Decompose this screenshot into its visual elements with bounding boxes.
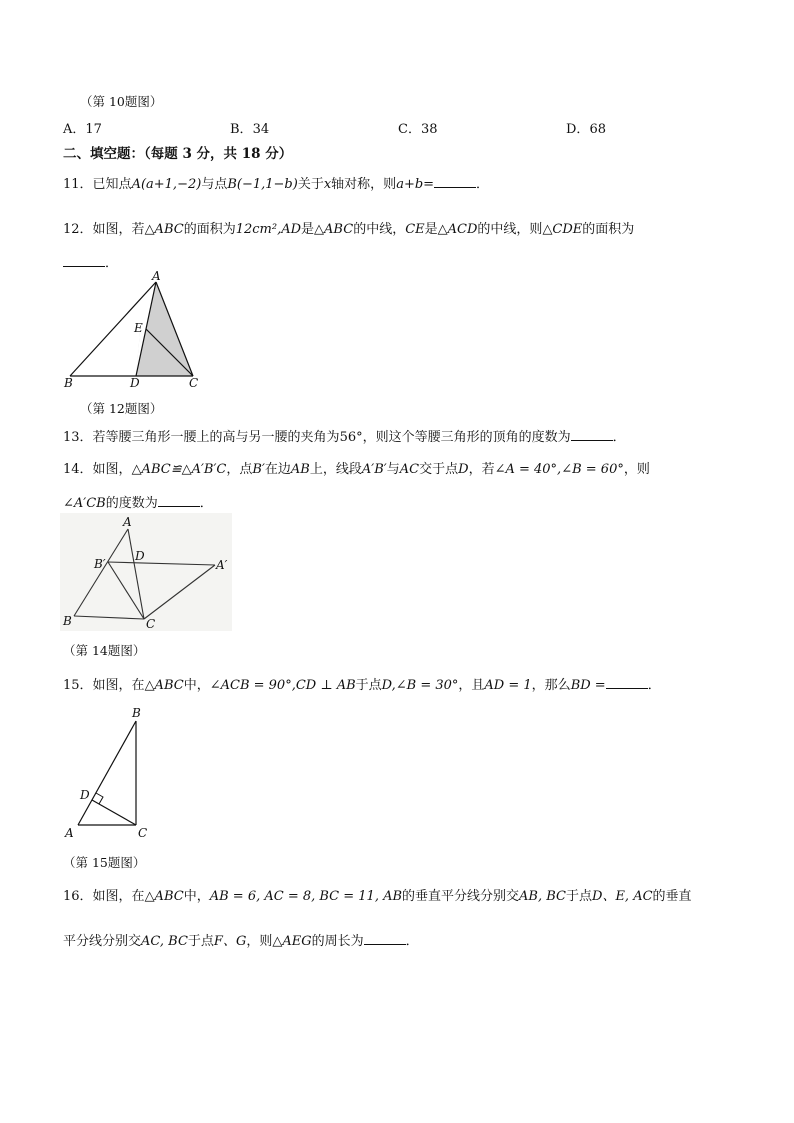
fig14-label-c: C: [146, 617, 156, 631]
question-15: 15．如图，在△ABC中，∠ACB = 90°,CD ⊥ AB于点D,∠B = 30°，且AD = 1，那么BD = ．: [63, 678, 661, 693]
section-title: 二、填空题：（每题 3 分，共 18 分）: [63, 146, 293, 162]
answer-blank-16[interactable]: [364, 932, 406, 945]
fig14-label-d: D: [135, 549, 145, 563]
figure-15: [60, 703, 160, 843]
q10-caption: （第 10题图）: [80, 94, 163, 109]
answer-blank-11[interactable]: [434, 175, 476, 188]
question-14-line2: ∠A′CB的度数为 ．: [63, 496, 213, 511]
question-16: 16．如图，在△ABC中，AB = 6, AC = 8, BC = 11, AB的垂直平分线分别交AB, BC于点D、E, AC的垂直: [63, 889, 692, 904]
fig14-label-bp: B′: [94, 557, 106, 571]
question-12: 12．如图，若△ABC的面积为12cm²,AD是△ABC的中线，CE是△ACD的中线，则△CDE的面积为: [63, 222, 635, 237]
answer-blank-14[interactable]: [158, 494, 200, 507]
fig14-label-a: A: [123, 515, 132, 529]
fig15-side-ab: [78, 721, 136, 825]
question-13: 13．若等腰三角形一腰上的高与另一腰的夹角为56°，则这个等腰三角形的顶角的度数为 ．: [63, 430, 626, 445]
fig15-label-d: D: [80, 788, 90, 802]
answer-blank-15[interactable]: [606, 676, 648, 689]
fig15-label-a: A: [65, 826, 74, 840]
question-12-line2: ．: [63, 252, 118, 271]
q15-caption: （第 15题图）: [63, 855, 146, 870]
fig14-label-b: B: [63, 614, 72, 628]
question-14: 14．如图，△ABC≌△A′B′C，点B′在边AB上，线段A′B′与AC交于点D，若∠A = 40°,∠B = 60°，则: [63, 462, 650, 477]
q10-option-d[interactable]: D．68: [566, 122, 606, 137]
fig14-label-ap: A′: [216, 558, 228, 572]
fig15-label-b: B: [132, 706, 141, 720]
fig12-label-c: C: [189, 376, 199, 390]
fig15-label-c: C: [138, 826, 148, 840]
figure-14: [60, 513, 232, 631]
fig12-label-e: E: [134, 321, 143, 335]
answer-blank-12[interactable]: [63, 254, 105, 267]
fig12-label-a: A: [152, 270, 161, 283]
q10-option-c[interactable]: C．38: [398, 122, 438, 137]
answer-blank-13[interactable]: [571, 428, 613, 441]
q12-caption: （第 12题图）: [80, 401, 163, 416]
q10-option-b[interactable]: B．34: [230, 122, 270, 137]
question-11: 11．已知点A(a+1,−2)与点B(−1,1−b)关于x轴对称，则a+b= ．: [63, 177, 490, 192]
q14-caption: （第 14题图）: [63, 643, 146, 658]
fig12-label-b: B: [64, 376, 73, 390]
q10-option-a[interactable]: A．17: [63, 122, 102, 137]
fig12-label-d: D: [130, 376, 140, 390]
figure-12: [60, 270, 210, 392]
question-16-line2: 平分线分别交AC, BC于点F、G，则△AEG的周长为 ．: [63, 934, 419, 949]
